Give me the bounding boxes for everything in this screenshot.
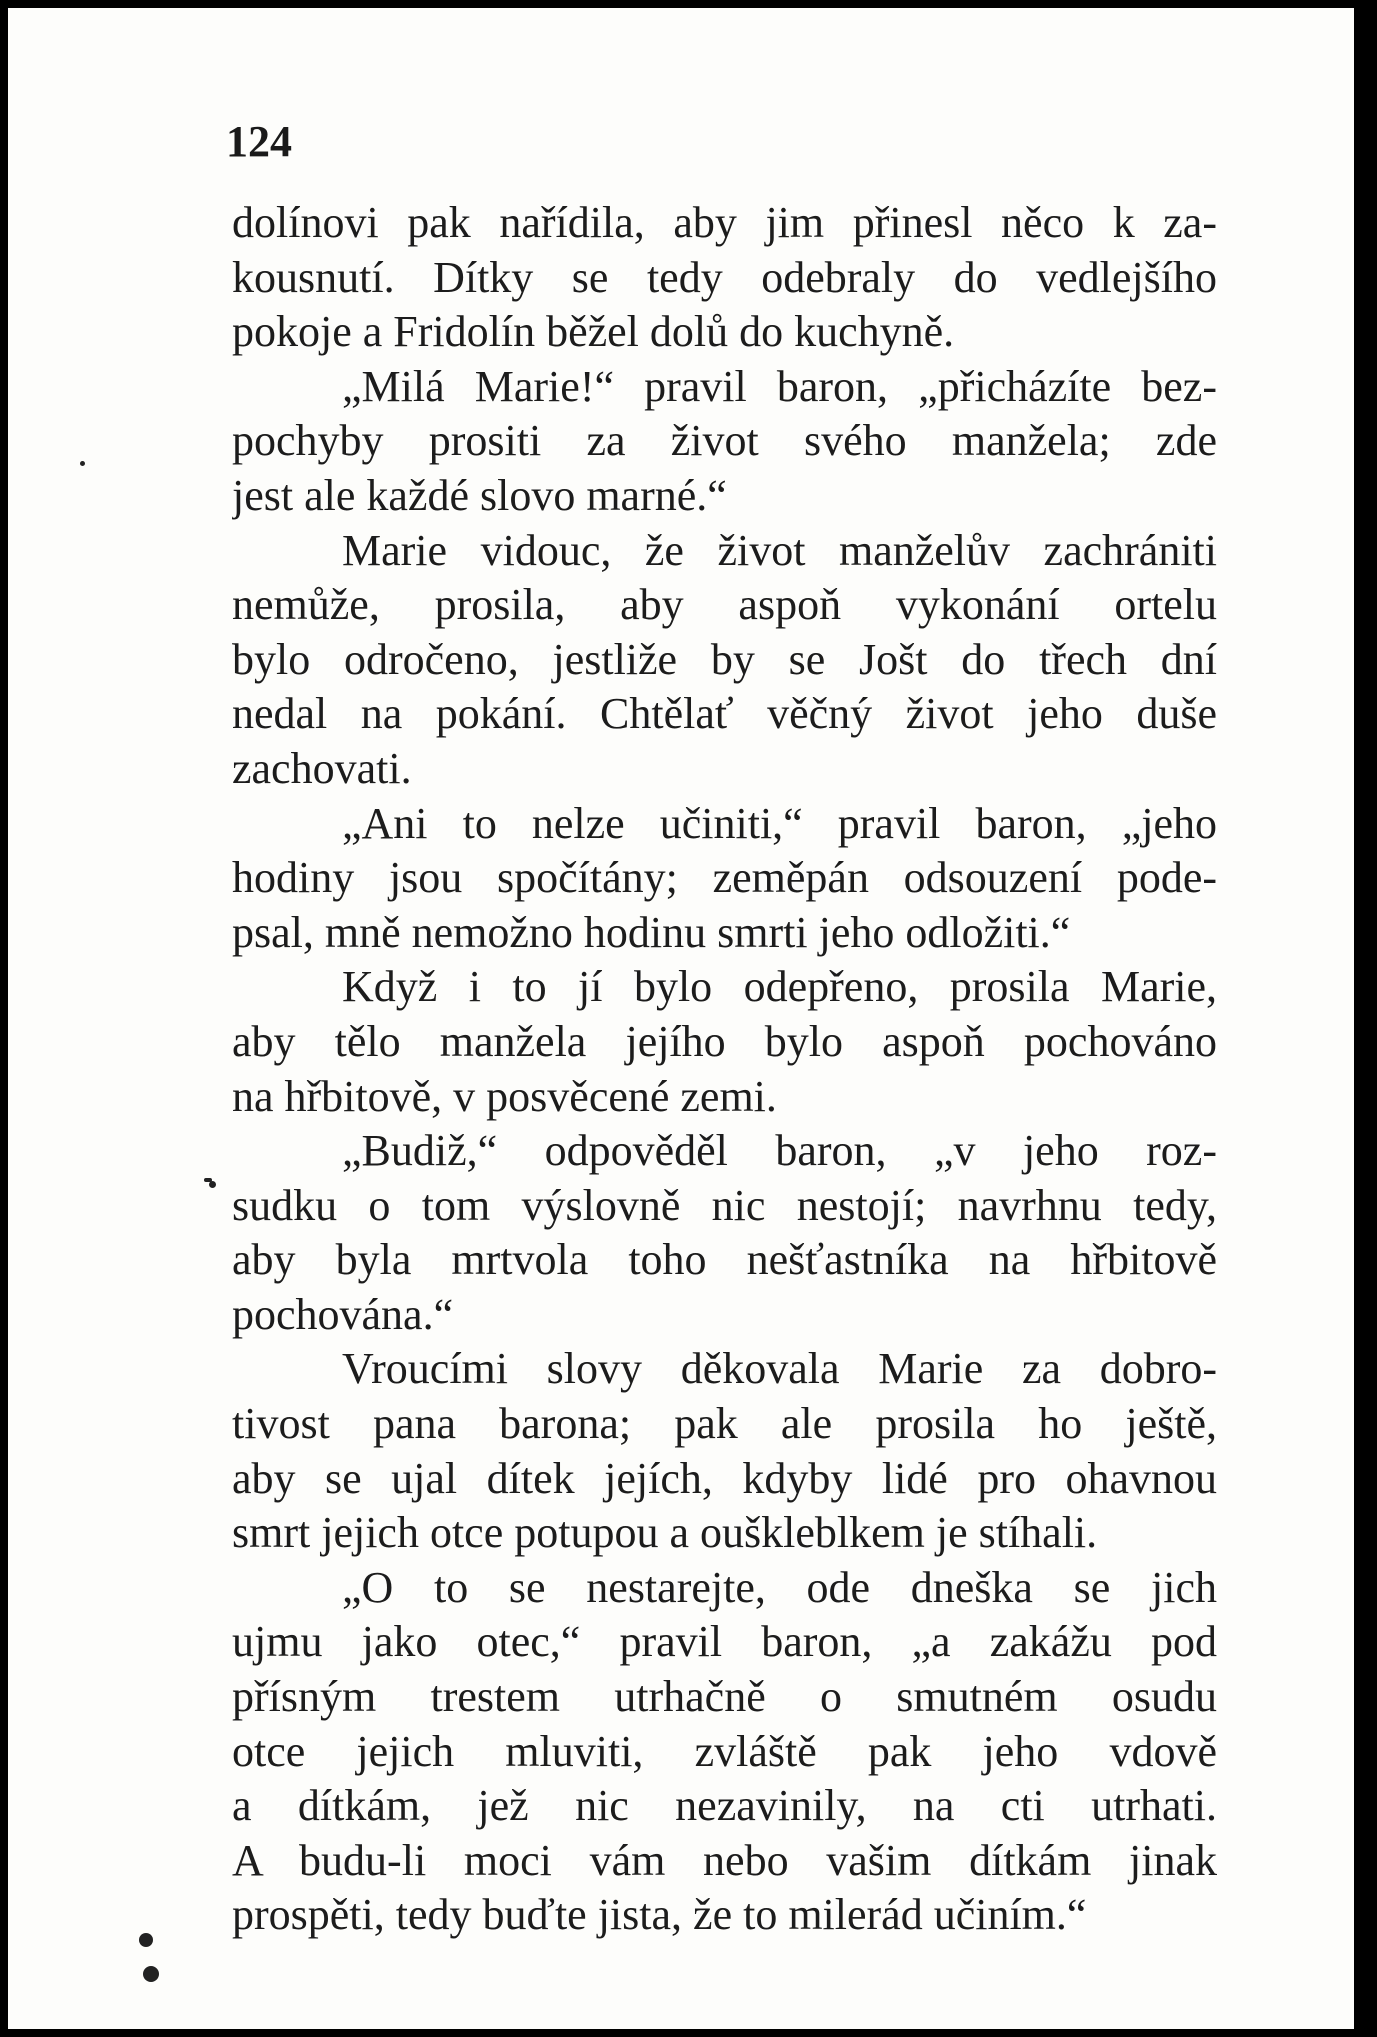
- text-line: hodiny jsou spočítány; zeměpán odsouzení pode-: [232, 853, 1217, 903]
- text-line: pochyby prositi za život svého manžela; zde: [232, 416, 1217, 466]
- text-line: bylo odročeno, jestliže by se Jošt do třech dní: [232, 634, 1217, 684]
- text-line: dolínovi pak nařídila, aby jim přinesl něco k za-: [232, 198, 1217, 247]
- text-line: aby tělo manžela jejího bylo aspoň pochováno: [232, 1016, 1217, 1066]
- text-line: zachovati.: [232, 743, 412, 793]
- text-line: prospěti, tedy buďte jista, že to milerád učiním.“: [232, 1890, 1087, 1940]
- text-line: smrt jejich otce potupou a ouškleblkem je stíhali.: [232, 1508, 1098, 1558]
- text-line: ujmu jako otec,“ pravil baron, „a zakážu pod: [232, 1617, 1217, 1667]
- text-line: přísným trestem utrhačně o smutném osudu: [232, 1672, 1217, 1722]
- ink-speck: [209, 1181, 216, 1188]
- text-line: pochována.“: [232, 1289, 454, 1339]
- ink-speck: [143, 1966, 159, 1982]
- text-line: „Ani to nelze učiniti,“ pravil baron, „jeho: [342, 798, 1217, 848]
- text-line: pokoje a Fridolín běžel dolů do kuchyně.: [232, 307, 955, 357]
- book-page: [8, 8, 1354, 2029]
- text-line: Když i to jí bylo odepřeno, prosila Marie,: [342, 962, 1217, 1012]
- text-line: otce jejich mluviti, zvláště pak jeho vdově: [232, 1726, 1217, 1776]
- text-line: a dítkám, jež nic nezavinily, na cti utrhati.: [232, 1781, 1217, 1831]
- ink-speck: [80, 461, 85, 466]
- text-line: „O to se nestarejte, ode dneška se jich: [342, 1562, 1217, 1612]
- body-text: [232, 196, 1217, 1943]
- text-line: „Budiž,“ odpověděl baron, „v jeho roz-: [342, 1126, 1217, 1176]
- text-line: kousnutí. Dítky se tedy odebraly do vedlejšího: [232, 252, 1217, 302]
- text-line: psal, mně nemožno hodinu smrti jeho odložiti.“: [232, 907, 1071, 957]
- scan-border: [1354, 0, 1377, 2037]
- text-line: Marie vidouc, že život manželův zachrániti: [342, 525, 1217, 575]
- ink-speck: [139, 1933, 153, 1947]
- text-line: aby byla mrtvola toho nešťastníka na hřbitově: [232, 1235, 1217, 1285]
- text-line: nedal na pokání. Chtělať věčný život jeho duše: [232, 689, 1217, 739]
- text-line: A budu-li moci vám nebo vašim dítkám jinak: [232, 1835, 1217, 1885]
- text-line: na hřbitově, v posvěcené zemi.: [232, 1071, 777, 1121]
- text-line: jest ale každé slovo marné.“: [232, 470, 727, 520]
- text-line: Vroucími slovy děkovala Marie za dobro-: [342, 1344, 1217, 1394]
- text-line: sudku o tom výslovně nic nestojí; navrhnu tedy,: [232, 1180, 1217, 1230]
- text-line: nemůže, prosila, aby aspoň vykonání ortelu: [232, 580, 1217, 630]
- text-line: „Milá Marie!“ pravil baron, „přicházíte bez-: [342, 361, 1217, 411]
- page-number: 124: [226, 117, 292, 166]
- text-line: tivost pana barona; pak ale prosila ho ještě,: [232, 1399, 1217, 1449]
- text-line: aby se ujal dítek jejích, kdyby lidé pro ohavnou: [232, 1453, 1217, 1503]
